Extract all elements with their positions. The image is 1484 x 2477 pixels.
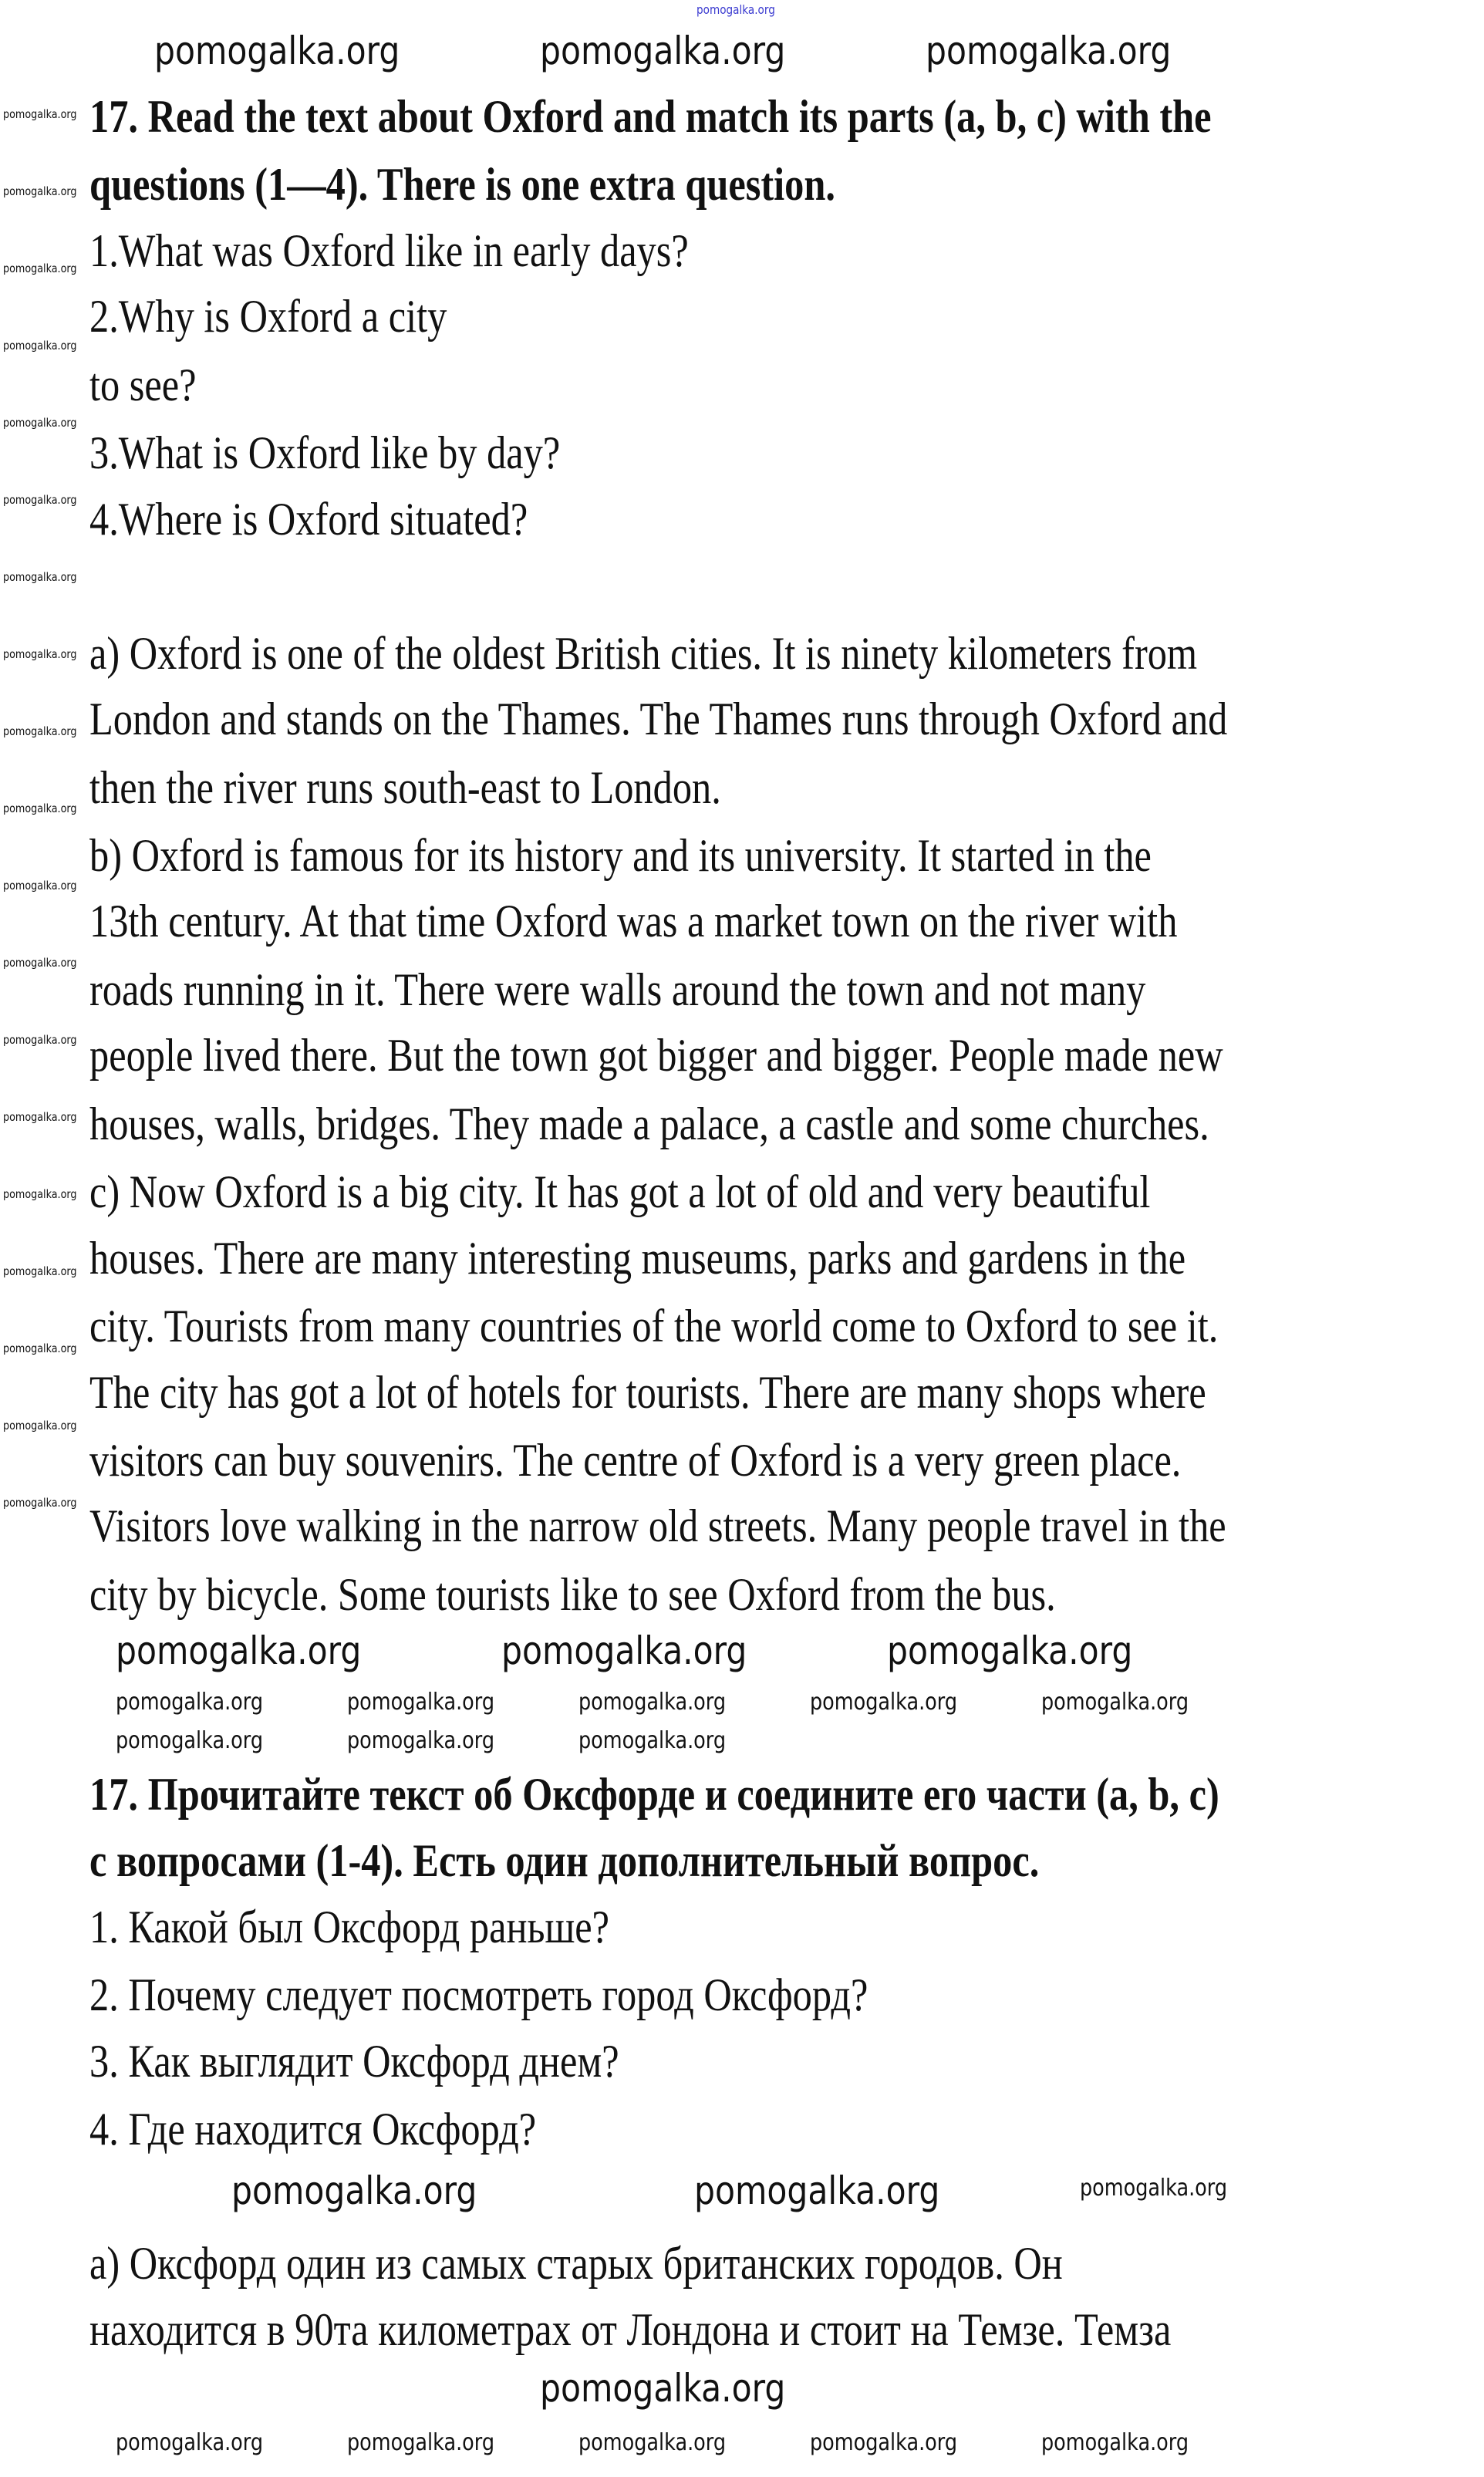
question-line: 3.What is Oxford like by day? [89, 427, 561, 478]
question-line-ru: 4. Где находится Оксфорд? [89, 2104, 537, 2155]
watermark: pomogalka.org [540, 2366, 786, 2411]
text-line: London and stands on the Thames. The Thames runs through Oxford and [89, 693, 1228, 744]
watermark: pomogalka.org [3, 724, 77, 738]
watermark: pomogalka.org [3, 493, 77, 507]
watermark: pomogalka.org [810, 1689, 958, 1716]
watermark: pomogalka.org [3, 1110, 77, 1124]
watermark: pomogalka.org [3, 1033, 77, 1047]
question-line: 2.Why is Oxford a city [89, 291, 447, 342]
question-line-ru: 2. Почему следует посмотреть город Оксфорд? [89, 1969, 868, 2020]
watermark: pomogalka.org [501, 1628, 747, 1673]
watermark: pomogalka.org [116, 1628, 362, 1673]
watermark: pomogalka.org [3, 339, 77, 353]
watermark: pomogalka.org [1041, 2429, 1189, 2456]
watermark: pomogalka.org [3, 647, 77, 661]
text-line: then the river runs south-east to London. [89, 762, 721, 813]
watermark: pomogalka.org [3, 1187, 77, 1201]
text-line-ru: а) Оксфорд один из самых старых британских городов. Он [89, 2238, 1063, 2289]
watermark: pomogalka.org [3, 879, 77, 893]
watermark: pomogalka.org [116, 1727, 264, 1754]
text-line: city by bicycle. Some tourists like to see Oxford from the bus. [89, 1569, 1056, 1620]
watermark: pomogalka.org [578, 1689, 727, 1716]
watermark: pomogalka.org [116, 2429, 264, 2456]
exercise-heading-ru: 17. Прочитайте текст об Оксфорде и соедините его части (a, b, c) [89, 1769, 1219, 1820]
watermark: pomogalka.org [231, 2168, 477, 2213]
text-line: b) Oxford is famous for its history and its university. It started in the [89, 830, 1152, 881]
question-line: to see? [89, 359, 197, 410]
watermark: pomogalka.org [347, 1727, 495, 1754]
text-line-ru: находится в 90та километрах от Лондона и стоит на Темзе. Темза [89, 2304, 1172, 2355]
watermark: pomogalka.org [696, 2, 775, 17]
watermark: pomogalka.org [3, 1419, 77, 1433]
text-line: The city has got a lot of hotels for tourists. There are many shops where [89, 1367, 1206, 1418]
text-line: visitors can buy souvenirs. The centre of Oxford is a very green place. [89, 1435, 1182, 1486]
exercise-heading: questions (1—4). There is one extra question. [89, 159, 835, 210]
watermark: pomogalka.org [3, 1341, 77, 1355]
text-line: c) Now Oxford is a big city. It has got a lot of old and very beautiful [89, 1166, 1151, 1217]
question-line-ru: 1. Какой был Оксфорд раньше? [89, 1902, 610, 1952]
watermark: pomogalka.org [578, 2429, 727, 2456]
watermark: pomogalka.org [3, 107, 77, 121]
watermark: pomogalka.org [3, 1496, 77, 1510]
watermark: pomogalka.org [3, 570, 77, 584]
watermark: pomogalka.org [694, 2168, 940, 2213]
watermark: pomogalka.org [3, 416, 77, 430]
watermark: pomogalka.org [810, 2429, 958, 2456]
text-line: houses. There are many interesting museums, parks and gardens in the [89, 1233, 1186, 1284]
text-line: houses, walls, bridges. They made a palace, a castle and some churches. [89, 1098, 1209, 1149]
watermark: pomogalka.org [3, 262, 77, 275]
exercise-heading: 17. Read the text about Oxford and match its parts (a, b, c) with the [89, 91, 1212, 142]
text-line: Visitors love walking in the narrow old streets. Many people travel in the [89, 1500, 1226, 1551]
watermark: pomogalka.org [347, 2429, 495, 2456]
watermark: pomogalka.org [116, 1689, 264, 1716]
watermark: pomogalka.org [154, 29, 400, 73]
text-line: city. Tourists from many countries of the world come to Oxford to see it. [89, 1301, 1219, 1352]
watermark: pomogalka.org [3, 801, 77, 815]
question-line: 4.Where is Oxford situated? [89, 494, 528, 545]
watermark: pomogalka.org [540, 29, 786, 73]
watermark: pomogalka.org [3, 956, 77, 970]
question-line: 1.What was Oxford like in early days? [89, 225, 689, 276]
watermark: pomogalka.org [926, 29, 1172, 73]
exercise-heading-ru: с вопросами (1-4). Есть один дополнительный вопрос. [89, 1835, 1040, 1886]
watermark: pomogalka.org [1080, 2175, 1228, 2202]
watermark: pomogalka.org [3, 1264, 77, 1278]
text-line: 13th century. At that time Oxford was a market town on the river with [89, 896, 1178, 947]
watermark: pomogalka.org [887, 1628, 1133, 1673]
question-line-ru: 3. Как выглядит Оксфорд днем? [89, 2036, 619, 2087]
watermark: pomogalka.org [347, 1689, 495, 1716]
watermark: pomogalka.org [578, 1727, 727, 1754]
text-line: a) Oxford is one of the oldest British cities. It is ninety kilometers from [89, 628, 1198, 679]
text-line: roads running in it. There were walls around the town and not many [89, 964, 1146, 1015]
text-line: people lived there. But the town got bigger and bigger. People made new [89, 1030, 1223, 1081]
watermark: pomogalka.org [1041, 1689, 1189, 1716]
watermark: pomogalka.org [3, 184, 77, 198]
